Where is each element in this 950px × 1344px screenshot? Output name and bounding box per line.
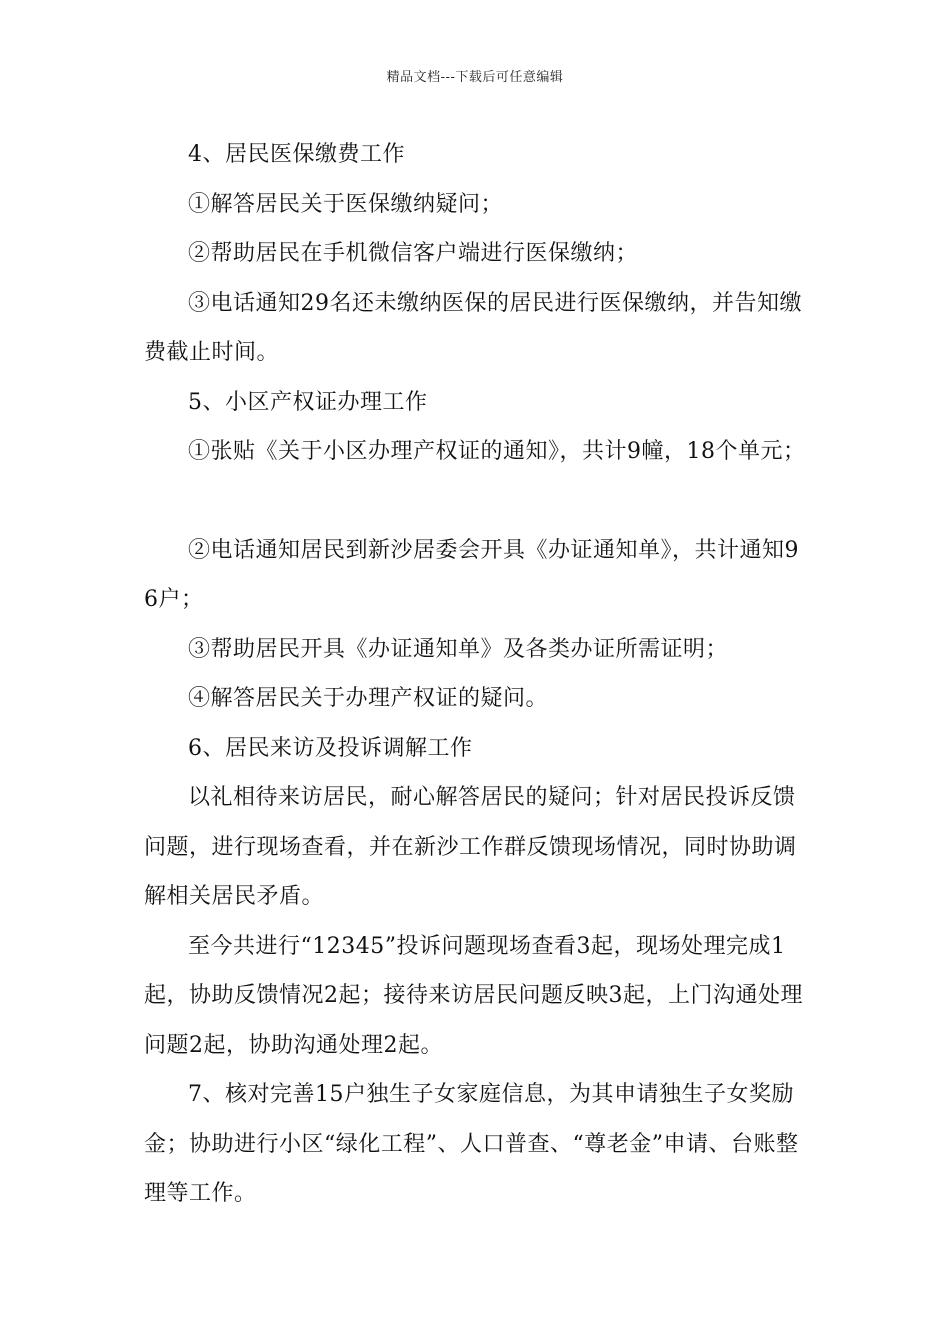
list-item: ①张贴《关于小区办理产权证的通知》，共计9幢，18个单元； <box>188 439 806 464</box>
body-paragraph: 7、核对完善15户独生子女家庭信息，为其申请独生子女奖励金；协助进行小区“绿化工程”、人口普查、“尊老金”申请、台账整理等工作。 <box>144 1082 799 1206</box>
list-item: ①解答居民关于医保缴纳疑问； <box>188 191 504 217</box>
list-item: ③电话通知29名还未缴纳医保的居民进行医保缴纳，并告知缴费截止时间。 <box>144 290 802 365</box>
list-item: ②电话通知居民到新沙居委会开具《办证通知单》，共计通知96户； <box>144 537 799 612</box>
body-paragraph: 至今共进行“12345”投诉问题现场查看3起，现场处理完成1起，协助反馈情况2起；接待来访居民问题反映3起，上门沟通处理问题2起，协助沟通处理2起。 <box>144 933 803 1058</box>
list-item: ③帮助居民开具《办证通知单》及各类办证所需证明； <box>188 636 729 662</box>
list-item: ②帮助居民在手机微信客户端进行医保缴纳； <box>188 241 639 266</box>
body-paragraph: 以礼相待来访居民，耐心解答居民的疑问；针对居民投诉反馈问题，进行现场查看，并在新沙工作群反馈现场情况，同时协助调解相关居民矛盾。 <box>144 785 797 909</box>
document-body <box>144 130 812 1219</box>
section-heading-medical-insurance: 4、居民医保缴费工作 <box>188 142 405 167</box>
page-header: 精品文档---下载后可任意编辑 <box>386 70 564 85</box>
list-item: ④解答居民关于办理产权证的疑问。 <box>188 686 549 711</box>
blank-line <box>144 477 812 526</box>
section-heading-property-certificate: 5、小区产权证办理工作 <box>188 389 428 415</box>
section-heading-visits-complaints: 6、居民来访及投诉调解工作 <box>188 735 473 761</box>
